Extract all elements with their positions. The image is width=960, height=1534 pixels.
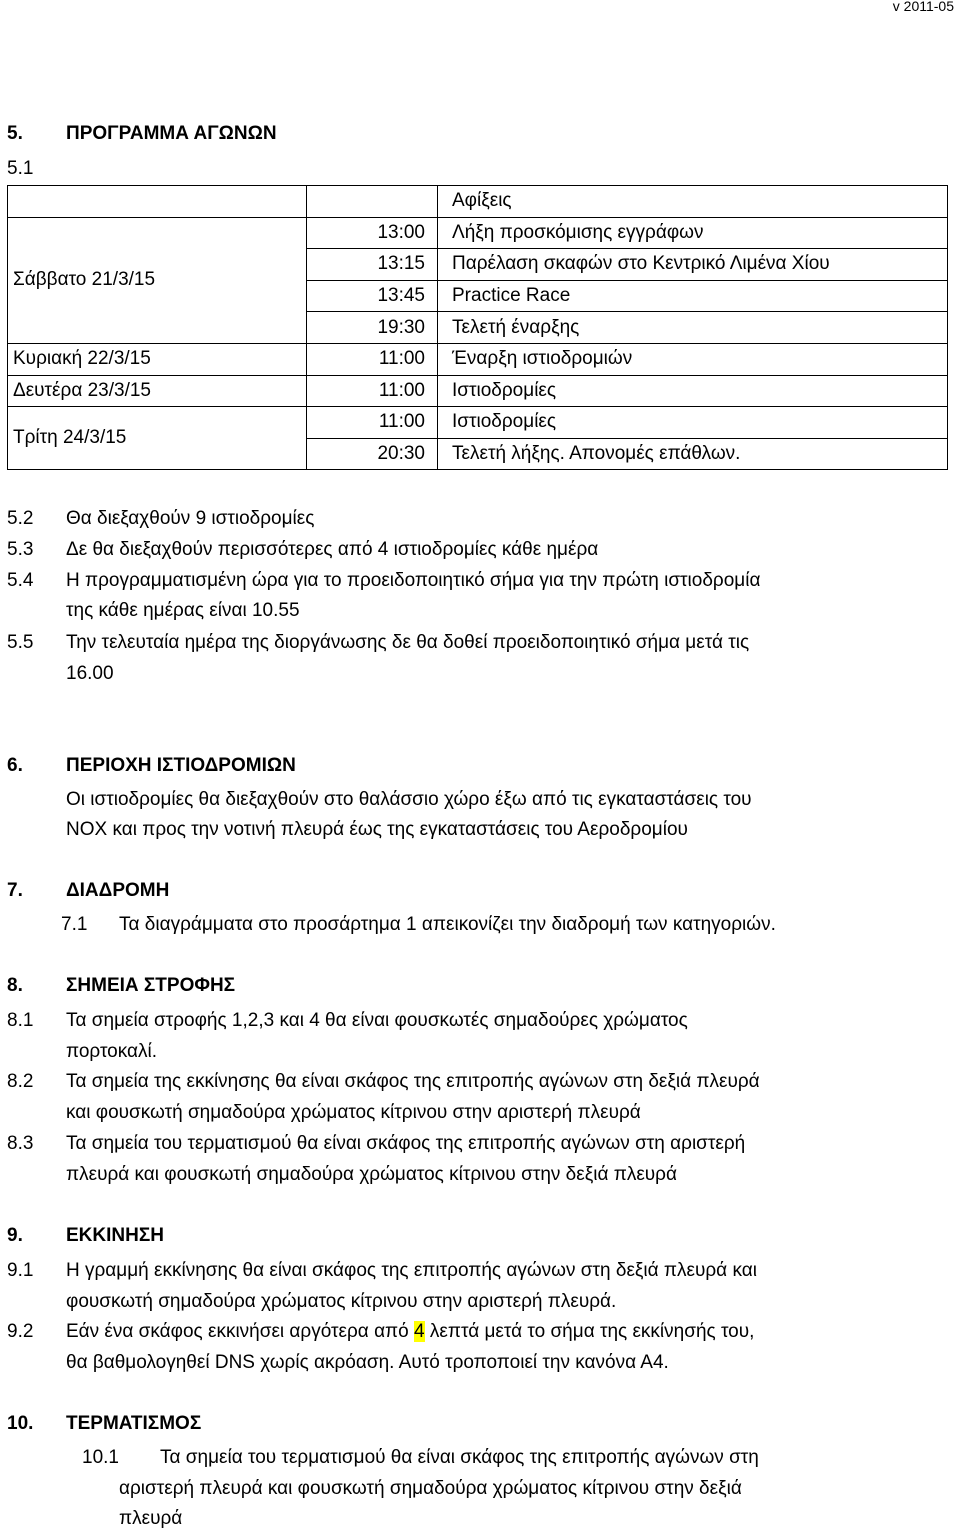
item-8-3-text-line2: πλευρά και φουσκωτή σημαδούρα χρώματος κίτρινου στην δεξιά πλευρά [66, 1164, 677, 1185]
item-8-1-text-line1: Τα σημεία στροφής 1,2,3 και 4 θα είναι φουσκωτές σημαδούρες χρώματος [66, 1010, 688, 1031]
item-5-4-text-line2: της κάθε ημέρας είναι 10.55 [66, 600, 300, 621]
schedule-day-cell: Σάββατο 21/3/15 [8, 217, 307, 343]
item-5-4-text-line1: Η προγραμματισμένη ώρα για το προειδοποιητικό σήμα για την πρώτη ιστιοδρομία [66, 570, 761, 591]
schedule-time-cell: 20:30 [307, 438, 438, 470]
item-5-3-text: Δε θα διεξαχθούν περισσότερες από 4 ιστιοδρομίες κάθε ημέρα [66, 539, 599, 560]
section-9-title: ΕΚΚΙΝΗΣΗ [66, 1225, 164, 1246]
schedule-event-cell: Τελετή έναρξης [438, 312, 948, 344]
item-5-5-number: 5.5 [7, 632, 34, 653]
section-9-number: 9. [7, 1225, 23, 1246]
section-7-number: 7. [7, 880, 23, 901]
section-10-title: ΤΕΡΜΑΤΙΣΜΟΣ [66, 1413, 202, 1434]
item-8-1-number: 8.1 [7, 1010, 34, 1031]
schedule-time-cell: 13:00 [307, 217, 438, 249]
item-5-4-number: 5.4 [7, 570, 34, 591]
section-6-title: ΠΕΡΙΟΧΗ ΙΣΤΙΟΔΡΟΜΙΩΝ [66, 755, 296, 776]
item-10-1-text-line1: Τα σημεία του τερματισμού θα είναι σκάφος της επιτροπής αγώνων στη [160, 1447, 759, 1468]
item-9-1-text-line1: Η γραμμή εκκίνησης θα είναι σκάφος της επιτροπής αγώνων στη δεξιά πλευρά και [66, 1260, 757, 1281]
item-9-2-text-line2: θα βαθμολογηθεί DNS χωρίς ακρόαση. Αυτό τροποποιεί την κανόνα Α4. [66, 1352, 669, 1373]
schedule-day-cell [8, 186, 307, 218]
schedule-time-cell: 11:00 [307, 407, 438, 439]
schedule-time-cell: 13:45 [307, 280, 438, 312]
item-9-2-pre: Εάν ένα σκάφος εκκινήσει αργότερα από [66, 1321, 415, 1342]
schedule-day-cell: Κυριακή 22/3/15 [8, 343, 307, 375]
schedule-time-cell: 11:00 [307, 343, 438, 375]
schedule-event-cell: Practice Race [438, 280, 948, 312]
item-10-1-text-line2: αριστερή πλευρά και φουσκωτή σημαδούρα χρώματος κίτρινου στην δεξιά [119, 1478, 742, 1499]
table-row [8, 375, 948, 407]
schedule-time-cell [307, 186, 438, 218]
schedule-event-cell: Παρέλαση σκαφών στο Κεντρικό Λιμένα Χίου [438, 249, 948, 281]
section-6-text-line1: Οι ιστιοδρομίες θα διεξαχθούν στο θαλάσσιο χώρο έξω από τις εγκαταστάσεις του [66, 789, 752, 810]
item-5-3-number: 5.3 [7, 539, 34, 560]
item-7-1-text: Τα διαγράμματα στο προσάρτημα 1 απεικονίζει την διαδρομή των κατηγοριών. [119, 914, 776, 935]
item-9-2-text-line1 [66, 1317, 754, 1347]
schedule-table [7, 185, 948, 470]
version-label: v 2011-05 [892, 0, 954, 14]
table-row [8, 407, 948, 439]
schedule-time-cell: 11:00 [307, 375, 438, 407]
item-10-1-number: 10.1 [82, 1447, 119, 1468]
section-5-1-number: 5.1 [7, 158, 34, 179]
section-10-number: 10. [7, 1413, 34, 1434]
table-row [8, 217, 948, 249]
item-8-2-number: 8.2 [7, 1071, 34, 1092]
item-5-5-text-line1: Την τελευταία ημέρα της διοργάνωσης δε θα δοθεί προειδοποιητικό σήμα μετά τις [66, 632, 750, 653]
item-5-2-text: Θα διεξαχθούν 9 ιστιοδρομίες [66, 508, 315, 529]
schedule-event-cell: Έναρξη ιστιοδρομιών [438, 343, 948, 375]
highlighted-minutes: 4 [414, 1321, 425, 1342]
item-8-3-number: 8.3 [7, 1133, 34, 1154]
item-8-3-text-line1: Τα σημεία του τερματισμού θα είναι σκάφος της επιτροπής αγώνων στη αριστερή [66, 1133, 746, 1154]
section-8-title: ΣΗΜΕΙΑ ΣΤΡΟΦΗΣ [66, 975, 236, 996]
item-5-5-text-line2: 16.00 [66, 663, 114, 684]
item-9-2-post: λεπτά μετά το σήμα της εκκίνησής του, [424, 1321, 755, 1342]
item-7-1-number: 7.1 [61, 914, 88, 935]
schedule-event-cell: Ιστιοδρομίες [438, 375, 948, 407]
item-8-1-text-line2: πορτοκαλί. [66, 1041, 158, 1062]
section-6-number: 6. [7, 755, 23, 776]
item-5-2-number: 5.2 [7, 508, 34, 529]
schedule-day-cell: Τρίτη 24/3/15 [8, 407, 307, 470]
schedule-event-cell: Τελετή λήξης. Απονομές επάθλων. [438, 438, 948, 470]
section-5-number: 5. [7, 123, 23, 144]
section-6-text-line2: ΝΟΧ και προς την νοτινή πλευρά έως της εγκαταστάσεις του Αεροδρομίου [66, 819, 688, 840]
schedule-time-cell: 13:15 [307, 249, 438, 281]
table-row [8, 343, 948, 375]
section-7-title: ΔΙΑΔΡΟΜΗ [66, 880, 170, 901]
schedule-time-cell: 19:30 [307, 312, 438, 344]
item-8-2-text-line1: Τα σημεία της εκκίνησης θα είναι σκάφος της επιτροπής αγώνων στη δεξιά πλευρά [66, 1071, 760, 1092]
section-5-title: ΠΡΟΓΡΑΜΜΑ ΑΓΩΝΩΝ [66, 123, 277, 144]
item-9-2-number: 9.2 [7, 1321, 34, 1342]
schedule-event-cell: Λήξη προσκόμισης εγγράφων [438, 217, 948, 249]
item-9-1-number: 9.1 [7, 1260, 34, 1281]
schedule-day-cell: Δευτέρα 23/3/15 [8, 375, 307, 407]
schedule-event-cell: Αφίξεις [438, 186, 948, 218]
schedule-event-cell: Ιστιοδρομίες [438, 407, 948, 439]
item-9-1-text-line2: φουσκωτή σημαδούρα χρώματος κίτρινου στην αριστερή πλευρά. [66, 1291, 617, 1312]
section-8-number: 8. [7, 975, 23, 996]
item-8-2-text-line2: και φουσκωτή σημαδούρα χρώματος κίτρινου στην αριστερή πλευρά [66, 1102, 641, 1123]
item-10-1-text-line3: πλευρά [119, 1508, 183, 1529]
table-row [8, 186, 948, 218]
